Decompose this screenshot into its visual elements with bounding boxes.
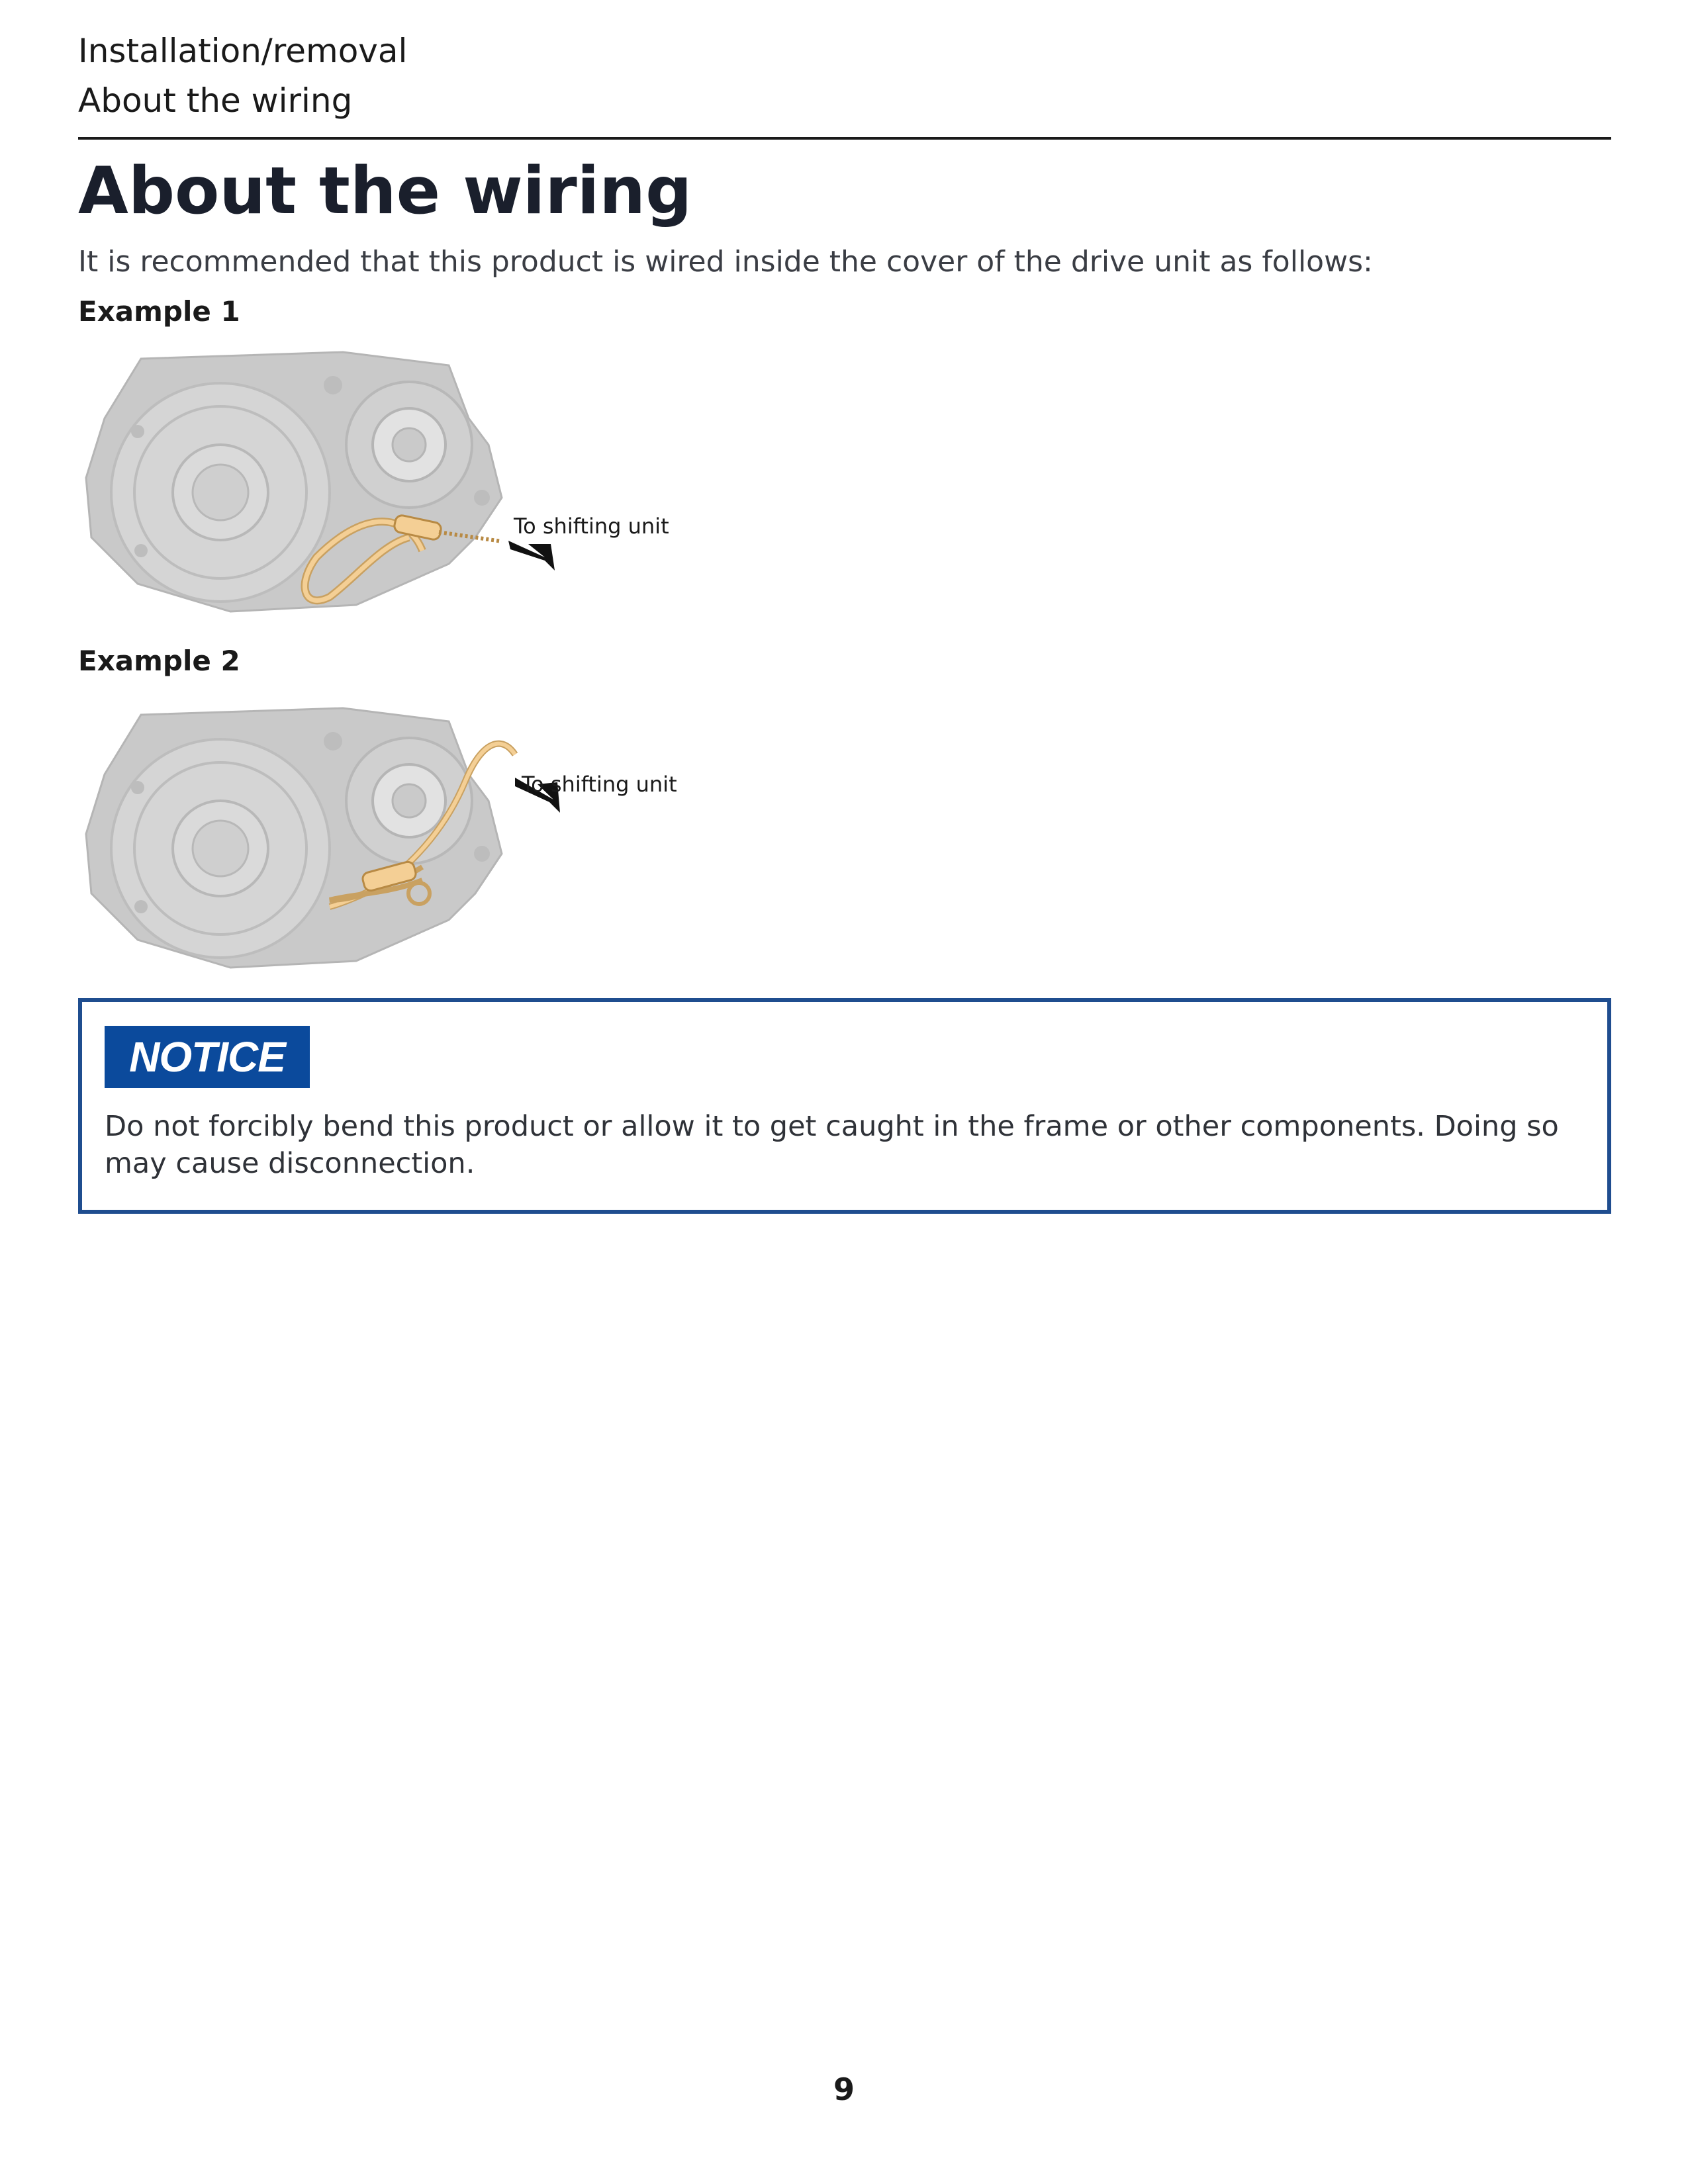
notice-box bbox=[78, 998, 1611, 1214]
breadcrumb-subsection: About the wiring bbox=[78, 81, 353, 120]
breadcrumb-section: Installation/removal bbox=[78, 32, 408, 70]
example-1-heading: Example 1 bbox=[78, 295, 240, 328]
example-2-callout: To shifting unit bbox=[522, 772, 677, 797]
example-1-figure bbox=[78, 345, 674, 623]
notice-text: Do not forcibly bend this product or allow it to get caught in the frame or other components. Doing so may cause disconnection. bbox=[105, 1110, 1559, 1180]
page-number: 9 bbox=[833, 2071, 855, 2107]
intro-paragraph: It is recommended that this product is wired inside the cover of the drive unit as follows: bbox=[78, 245, 1373, 279]
example-2-figure bbox=[78, 702, 674, 979]
example-1-callout: To shifting unit bbox=[514, 514, 669, 539]
drive-unit-illustration-1 bbox=[78, 345, 674, 623]
header-divider bbox=[78, 137, 1611, 140]
page-title: About the wiring bbox=[78, 154, 692, 229]
drive-unit-illustration-2 bbox=[78, 702, 674, 979]
example-2-heading: Example 2 bbox=[78, 645, 240, 677]
breadcrumb bbox=[78, 26, 407, 126]
notice-badge: NOTICE bbox=[105, 1026, 310, 1088]
